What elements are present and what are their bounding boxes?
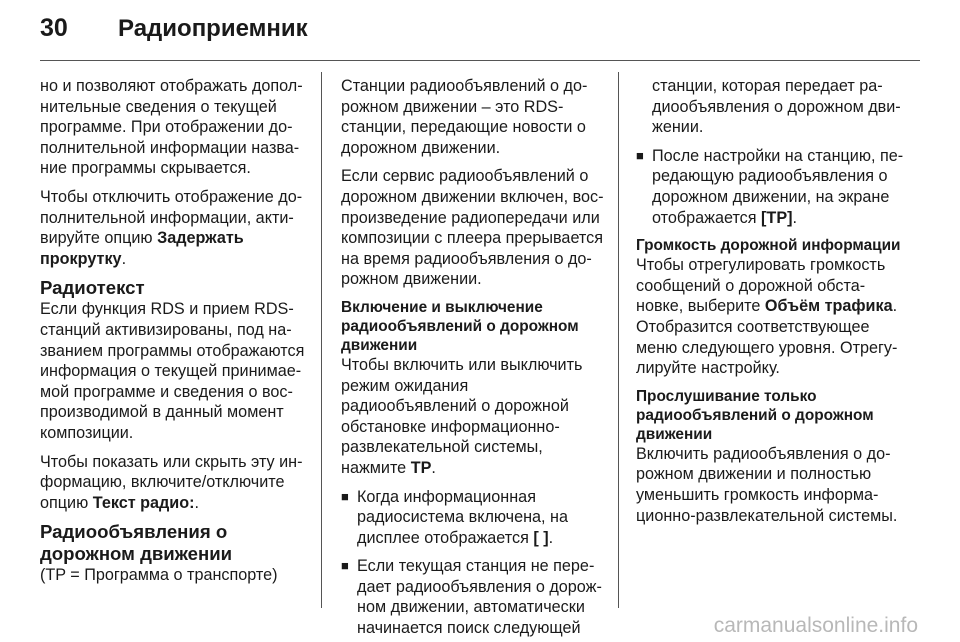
button-name: TP <box>410 458 432 477</box>
menu-item-name: Объём трафика <box>764 297 893 316</box>
display-indicator: [TP] <box>761 208 793 227</box>
subsection-heading-onoff: Включение и выключение радиообъявлений о дорожном движении <box>341 298 579 354</box>
paragraph: (TP = Программа о транспорте) <box>40 566 278 585</box>
display-indicator: [ ] <box>533 528 549 547</box>
bullet-icon: ■ <box>341 558 349 574</box>
bullet-icon: ■ <box>636 147 644 163</box>
chapter-title: Радиоприемник <box>118 15 308 42</box>
column-divider-2 <box>618 72 619 608</box>
subsection-heading-volume: Громкость дорожной информации <box>636 237 901 255</box>
paragraph: Чтобы отрегулировать громкость сообщений о дорожной обстановке, выберите Объём трафика. Отобразится соответствующее меню следующего уровня. Отрегулируйте настройку. <box>636 256 898 378</box>
subsection-heading-listen: Прослушивание только радиообъявлений о дорожном движении <box>636 387 874 443</box>
paragraph: Чтобы отключить отображение дополнительной информации, активируйте опцию Задержать прокрутку. <box>40 187 303 268</box>
list-item: ■ После настройки на станцию, передающую радиообъявления о дорожном движении, на экране отображается [TP]. <box>636 146 904 227</box>
column-2 <box>341 76 605 642</box>
column-3 <box>636 76 906 534</box>
paragraph: Если сервис радиообъявлений о дорожном движении включен, воспроизведение радиопередачи или композиции с плеера прерывается на время радиообъявления о дорожном движении. <box>341 167 604 289</box>
page-header <box>40 14 308 54</box>
paragraph: но и позволяют отображать дополнительные сведения о текущей программе. При отображении дополнительной информации название программы скрывается. <box>40 77 303 178</box>
section-heading-traffic: Радиообъявления о дорожном движении <box>40 521 233 565</box>
section-heading-radiotext: Радиотекст <box>40 277 145 299</box>
paragraph: Если функция RDS и прием RDS-станций активизированы, под названием программы отображаются информация о текущей принимаемой программе и сведения о воспроизводимой в данный момент композиции. <box>40 300 305 442</box>
header-divider <box>40 60 920 61</box>
paragraph: станции, которая передает радиообъявления о дорожном движении. <box>652 77 901 137</box>
paragraph: Включить радиообъявления о дорожном движении и полностью уменьшить громкость информационно-развлекательной системы. <box>636 444 898 525</box>
watermark: carmanualsonline.info <box>713 614 918 637</box>
option-name: Задержать прокрутку <box>40 229 244 268</box>
column-1 <box>40 76 310 594</box>
paragraph: Станции радиообъявлений о дорожном движении – это RDS-станции, передающие новости о дорожном движении. <box>341 77 588 157</box>
page-number: 30 <box>40 14 68 42</box>
option-name: Текст радио: <box>92 493 195 512</box>
list-item: ■ Если текущая станция не передает радиообъявления о дорожном движении, автоматически начинается поиск следующей <box>341 557 602 638</box>
bullet-icon: ■ <box>341 488 349 504</box>
paragraph: Чтобы включить или выключить режим ожидания радиообъявлений о дорожной обстановке информационно-развлекательной системы, нажмите TP. <box>341 355 583 477</box>
column-divider-1 <box>321 72 322 608</box>
list-item: ■ Когда информационная радиосистема включена, на дисплее отображается [ ]. <box>341 487 568 547</box>
paragraph: Чтобы показать или скрыть эту информацию, включите/отключите опцию Текст радио:. <box>40 452 303 512</box>
